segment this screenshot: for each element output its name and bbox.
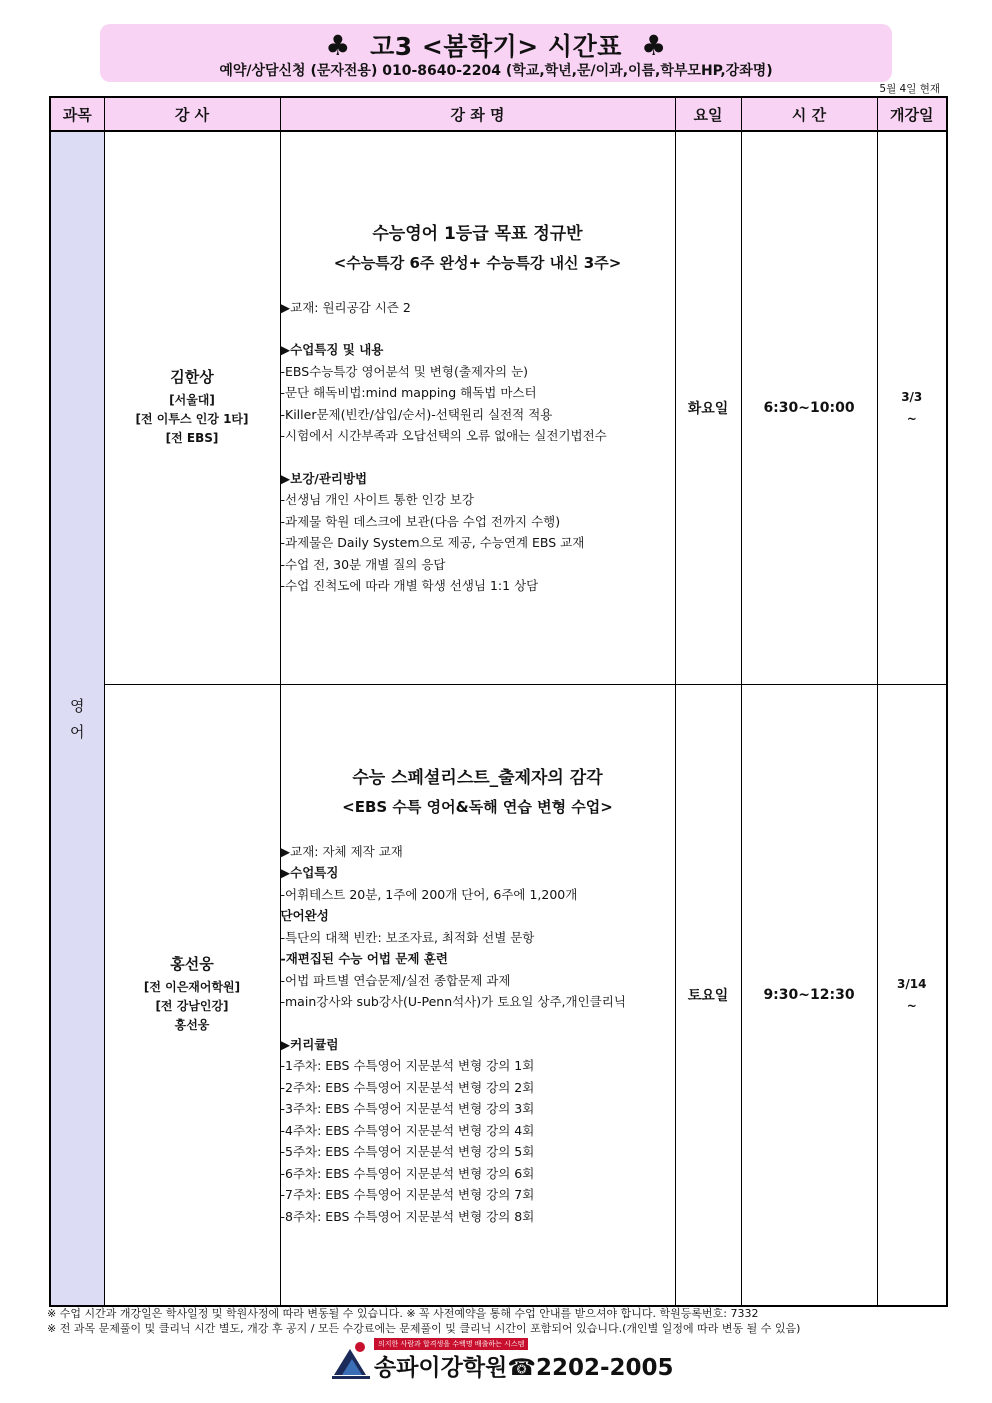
course-detail-line: -8주차: EBS 수특영어 지문분석 변형 강의 8회 [280, 1208, 535, 1224]
course-detail-line: ▶수업특징 [280, 865, 339, 880]
schedule-table [49, 96, 948, 1307]
course-detail-line: ▶보강/관리방법 [280, 470, 368, 486]
title-banner [100, 24, 892, 82]
course-subtitle: <수능특강 6주 완성+ 수능특강 내신 3주> [333, 253, 622, 272]
line-gap [281, 318, 675, 339]
time-cell: 6:30~10:00 [741, 131, 877, 684]
column-header-course: 강 좌 명 [280, 97, 675, 131]
course-detail-line: -특단의 대책 빈칸: 보조자료, 최적화 선별 문항 [280, 929, 535, 945]
course-detail-line: -수업 진척도에 따라 개별 학생 선생님 1:1 상담 [280, 578, 539, 594]
line-gap [281, 447, 675, 468]
subject-char: 영 [70, 696, 85, 715]
course-detail-line: -재편집된 수능 어법 문제 훈련 [280, 951, 448, 966]
teacher-info: 홍선웅 [174, 1017, 210, 1032]
teacher-cell [104, 684, 280, 1306]
footnote: ※ 전 과목 문제풀이 및 클리닉 시간 별도, 개강 후 공지 / 모든 수강료에는 문제풀이 및 클리닉 시간이 포함되어 있습니다.(개인별 일정에 따라 변동 될 수 있음) [47, 1322, 801, 1335]
course-cell [280, 131, 675, 684]
course-detail-line: -수업 전, 30분 개별 질의 응답 [280, 556, 446, 572]
course-detail-line: -문단 해독비법:mind mapping 해독법 마스터 [280, 385, 537, 401]
course-subtitle: <EBS 수특 영어&독해 연습 변형 수업> [342, 797, 613, 816]
teacher-info: [서울대] [169, 392, 215, 407]
day-cell: 토요일 [675, 684, 741, 1306]
course-details [281, 841, 675, 1228]
course-details [281, 297, 675, 597]
teacher-name: 홍선웅 [170, 954, 214, 973]
course-detail-line: -6주차: EBS 수특영어 지문분석 변형 강의 6회 [280, 1165, 535, 1181]
course-title: 수능 스페셜리스트_출제자의 감각 [352, 767, 603, 788]
course-detail-line: ▶교재: 자체 제작 교재 [280, 843, 403, 859]
academy-brand: 송파이강학원☎2202-2005 [374, 1355, 674, 1381]
date-note: 5월 4일 현재 [879, 83, 940, 95]
page-title-text: 고3 <봄학기> 시간표 [370, 32, 622, 61]
club-icon: ♣ [325, 29, 351, 62]
time-cell: 9:30~12:30 [741, 684, 877, 1306]
course-detail-line: -4주차: EBS 수특영어 지문분석 변형 강의 4회 [280, 1122, 535, 1138]
page-title [100, 27, 892, 63]
teacher-info: [전 이은재어학원] [143, 979, 241, 994]
course-detail-line: -7주차: EBS 수특영어 지문분석 변형 강의 7회 [280, 1187, 535, 1202]
course-detail-line: -3주차: EBS 수특영어 지문분석 변형 강의 3회 [280, 1101, 535, 1116]
teacher-info: [전 EBS] [165, 430, 219, 445]
table-header-row [50, 97, 947, 131]
course-detail-line: ▶교재: 원리공감 시즌 2 [280, 299, 411, 315]
academy-tagline: 의지한 사람과 합격생을 수백명 배출하는 시스템 [374, 1338, 528, 1350]
open-date-cell [877, 684, 947, 1306]
teacher-info: [전 이투스 인강 1타] [135, 411, 249, 426]
subject-char: 어 [70, 722, 85, 741]
column-header-day: 요일 [675, 97, 741, 131]
academy-logo-icon [330, 1339, 374, 1381]
course-title: 수능영어 1등급 목표 정규반 [372, 223, 583, 244]
open-date-tilde: ~ [906, 411, 917, 426]
table-row [50, 131, 947, 684]
teacher-name: 김한상 [170, 367, 214, 386]
course-detail-line: -어법 파트별 연습문제/실전 종합문제 과제 [280, 972, 511, 988]
course-detail-line: -main강사와 sub강사(U-Penn석사)가 토요일 상주,개인클리닉 [280, 994, 626, 1009]
course-detail-line: -과제물은 Daily System으로 제공, 수능연계 EBS 교재 [280, 535, 585, 551]
course-detail-line: -1주차: EBS 수특영어 지문분석 변형 강의 1회 [280, 1058, 535, 1073]
teacher-cell [104, 131, 280, 684]
course-detail-line: -과제물 학원 데스크에 보관(다음 수업 전까지 수행) [280, 513, 561, 529]
column-header-teacher: 강 사 [104, 97, 280, 131]
column-header-time: 시 간 [741, 97, 877, 131]
course-detail-line: ▶커리큘럼 [280, 1036, 339, 1052]
course-cell [280, 684, 675, 1306]
club-icon: ♣ [641, 29, 667, 62]
course-detail-line: -EBS수능특강 영어분석 및 변형(출제자의 눈) [280, 363, 529, 379]
course-detail-line: -5주차: EBS 수특영어 지문분석 변형 강의 5회 [280, 1144, 535, 1159]
course-detail-line: -어휘테스트 20분, 1주에 200개 단어, 6주에 1,200개 [280, 886, 578, 902]
column-header-subject: 과목 [50, 97, 104, 131]
course-detail-line: 단어완성 [280, 908, 329, 923]
reservation-info: 예약/상담신청 (문자전용) 010-8640-2204 (학교,학년,문/이과,이름,학부모HP,강좌명) [219, 63, 773, 79]
column-header-open-date: 개강일 [877, 97, 947, 131]
table-row [50, 684, 947, 1306]
academy-footer [330, 1337, 674, 1383]
open-date: 3/3 [901, 389, 923, 404]
open-date: 3/14 [897, 976, 927, 991]
course-detail-line: -2주차: EBS 수특영어 지문분석 변형 강의 2회 [280, 1079, 535, 1095]
footnote: ※ 수업 시간과 개강일은 학사일정 및 학원사정에 따라 변동될 수 있습니다. ※ 꼭 사전예약을 통해 수업 안내를 받으셔야 합니다. 학원등록번호: 7332 [47, 1307, 759, 1320]
teacher-info: [전 강남인강] [155, 998, 229, 1013]
course-detail-line: ▶수업특징 및 내용 [280, 342, 384, 358]
footnotes [47, 1306, 947, 1336]
day-cell: 화요일 [675, 131, 741, 684]
course-detail-line: -Killer문제(빈칸/삽입/순서)-선택원리 실전적 적용 [280, 406, 553, 422]
subject-cell [50, 131, 104, 1306]
open-date-cell [877, 131, 947, 684]
open-date-tilde: ~ [906, 998, 917, 1013]
course-detail-line: -선생님 개인 사이트 통한 인강 보강 [280, 492, 474, 508]
line-gap [281, 1013, 675, 1034]
course-detail-line: -시험에서 시간부족과 오답선택의 오류 없애는 실전기법전수 [280, 428, 607, 444]
